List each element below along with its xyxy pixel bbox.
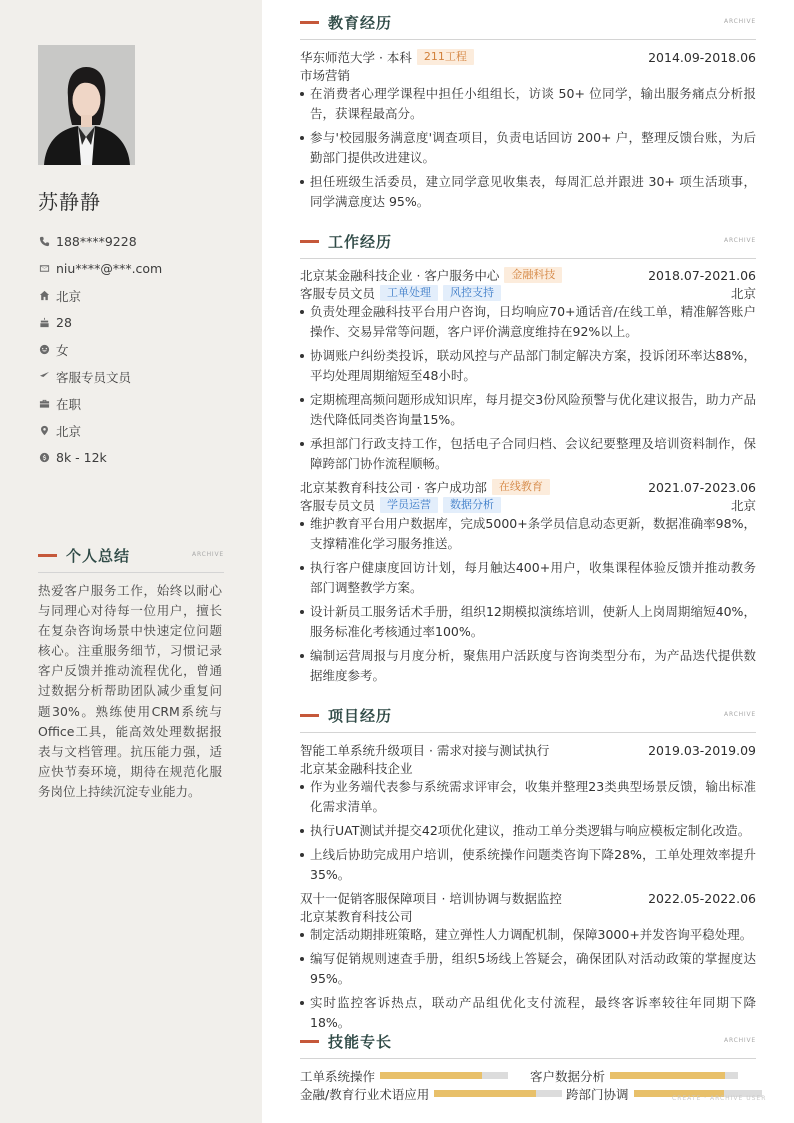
job-company: 北京某教育科技公司 · 客户成功部 xyxy=(300,480,487,495)
list-item: 在消费者心理学课程中担任小组组长，访谈 50+ 位同学，输出服务痛点分析报告，获课程最高分。 xyxy=(300,84,756,124)
section-tag: ARCHIVE xyxy=(724,18,756,25)
contact-salary xyxy=(38,444,238,471)
list-item: 设计新员工服务话术手册，组织12期模拟演练培训，使新人上岗周期缩短40%，服务标准化考核通过率100%。 xyxy=(300,602,756,642)
skill-item xyxy=(300,1086,562,1102)
skill-bar-track xyxy=(434,1090,562,1097)
job-company: 北京某金融科技企业 · 客户服务中心 xyxy=(300,268,500,283)
skill-name: 工单系统操作 xyxy=(300,1069,376,1084)
project-name: 智能工单系统升级项目 · 需求对接与测试执行 xyxy=(300,743,550,758)
work-section-header xyxy=(300,230,756,252)
project-header-row xyxy=(300,741,756,759)
skill-bar-fill xyxy=(610,1072,725,1079)
skills-section-header xyxy=(300,1030,756,1052)
project-period: 2022.05-2022.06 xyxy=(648,890,756,906)
summary-title: 个人总结 xyxy=(66,546,131,565)
project-org: 北京某教育科技公司 xyxy=(300,909,413,924)
job-industry-badge: 金融科技 xyxy=(504,267,562,283)
list-item: 协调账户纠纷类投诉，联动风控与产品部门制定解决方案，投诉闭环率达88%，平均处理周期缩短至48小时。 xyxy=(300,346,756,386)
education-header-row xyxy=(300,48,756,66)
section-tag: ARCHIVE xyxy=(724,711,756,718)
section-tag: ARCHIVE xyxy=(724,1037,756,1044)
section-tag: ARCHIVE xyxy=(192,551,224,558)
main-content xyxy=(262,0,794,1123)
contact-location-text: 北京 xyxy=(56,423,82,439)
contact-gender xyxy=(38,336,238,363)
cake-icon xyxy=(38,317,50,329)
summary-text: 热爱客户服务工作，始终以耐心与同理心对待每一位用户，擅长在复杂咨询场景中快速定位问题核心。注重服务细节，习惯记录客户反馈并推动流程优化，曾通过数据分析帮助团队减少重复问题30%。熟练使用CRM系统与Office工具，能高效处理数据报表与文档管理。抗压能力强，适应快节奏环境，期待在规范化服务岗位上持续沉淀专业能力。 xyxy=(38,583,222,799)
project-bullets xyxy=(300,777,756,889)
section-divider xyxy=(300,39,756,40)
sidebar xyxy=(0,0,262,1123)
contact-status-text: 在职 xyxy=(56,396,82,412)
gender-icon xyxy=(38,344,50,356)
section-accent-bar xyxy=(300,21,319,24)
contact-status xyxy=(38,390,238,417)
projects-title: 项目经历 xyxy=(328,706,393,725)
education-period: 2014.09-2018.06 xyxy=(648,49,756,65)
section-accent-bar xyxy=(38,554,57,557)
education-title: 教育经历 xyxy=(328,13,393,32)
list-item: 执行UAT测试并提交42项优化建议，推动工单分类逻辑与响应模板定制化改造。 xyxy=(300,821,756,841)
skill-bar-fill xyxy=(380,1072,482,1079)
send-icon xyxy=(38,371,50,383)
skill-item xyxy=(530,1068,740,1084)
job-industry-badge: 在线教育 xyxy=(492,479,550,495)
contact-phone-text: 188****9228 xyxy=(56,234,137,249)
section-accent-bar xyxy=(300,1040,319,1043)
job-period: 2021.07-2023.06 xyxy=(648,479,756,495)
education-major: 市场营销 xyxy=(300,68,351,83)
briefcase-icon xyxy=(38,398,50,410)
skill-name: 客户数据分析 xyxy=(530,1069,606,1084)
list-item: 编写促销规则速查手册，组织5场线上答疑会，确保团队对活动政策的掌握度达95%。 xyxy=(300,949,756,989)
project-header-row xyxy=(300,889,756,907)
list-item: 维护教育平台用户数据库，完成5000+条学员信息动态更新，数据准确率98%，支撑精准化学习服务推送。 xyxy=(300,514,756,554)
contact-phone xyxy=(38,228,238,255)
section-divider xyxy=(300,1058,756,1059)
contact-location xyxy=(38,417,238,444)
salary-icon xyxy=(38,452,50,464)
job-header-row xyxy=(300,266,756,284)
skill-name: 金融/教育行业术语应用 xyxy=(300,1087,430,1102)
location-pin-icon xyxy=(38,425,50,437)
list-item: 负责处理金融科技平台用户咨询，日均响应70+通话音/在线工单，精准解答账户操作、交易异常等问题，客户评价满意度维持在92%以上。 xyxy=(300,302,756,342)
phone-icon xyxy=(38,236,50,248)
contact-salary-text: 8k - 12k xyxy=(56,450,107,465)
job-header-row xyxy=(300,478,756,496)
job-role-row xyxy=(300,496,756,514)
contact-email-text: niu****@***.com xyxy=(56,261,163,276)
education-badge: 211工程 xyxy=(417,49,474,65)
contact-email xyxy=(38,255,238,282)
list-item: 参与'校园服务满意度'调查项目，负责电话回访 200+ 户，整理反馈台账，为后勤部门提供改进建议。 xyxy=(300,128,756,168)
project-period: 2019.03-2019.09 xyxy=(648,742,756,758)
section-divider xyxy=(38,572,224,573)
education-section-header xyxy=(300,11,756,33)
list-item: 实时监控客诉热点，联动产品组优化支付流程，最终客诉率较往年同期下降18%。 xyxy=(300,993,756,1033)
education-school: 华东师范大学 · 本科 xyxy=(300,50,412,65)
list-item: 制定活动期排班策略，建立弹性人力调配机制，保障3000+并发咨询平稳处理。 xyxy=(300,925,756,945)
education-major-row xyxy=(300,66,756,84)
contact-home-text: 北京 xyxy=(56,288,82,304)
section-accent-bar xyxy=(300,714,319,717)
contact-list xyxy=(38,228,238,471)
project-name: 双十一促销客服保障项目 · 培训协调与数据监控 xyxy=(300,891,562,906)
job-bullets xyxy=(300,302,756,478)
footer-watermark: CREATE · ARCHIVE USER xyxy=(672,1095,767,1102)
contact-home xyxy=(38,282,238,309)
summary-section-header xyxy=(38,544,224,566)
job-role: 客服专员文员 xyxy=(300,286,376,301)
candidate-name: 苏静静 xyxy=(38,190,101,214)
work-title: 工作经历 xyxy=(328,232,393,251)
list-item: 上线后协助完成用户培训，使系统操作问题类咨询下降28%，工单处理效率提升35%。 xyxy=(300,845,756,885)
job-tag: 数据分析 xyxy=(443,497,501,513)
section-divider xyxy=(300,732,756,733)
job-city: 北京 xyxy=(730,498,756,513)
contact-gender-text: 女 xyxy=(56,342,69,358)
projects-section-header xyxy=(300,704,756,726)
job-role: 客服专员文员 xyxy=(300,498,376,513)
section-tag: ARCHIVE xyxy=(724,237,756,244)
job-tag: 风控支持 xyxy=(443,285,501,301)
job-tag: 学员运营 xyxy=(380,497,438,513)
profile-photo xyxy=(38,45,135,165)
job-city: 北京 xyxy=(730,286,756,301)
job-bullets xyxy=(300,514,756,690)
skill-item xyxy=(300,1068,510,1084)
list-item: 担任班级生活委员，建立同学意见收集表，每周汇总并跟进 30+ 项生活琐事，同学满意度达 95%。 xyxy=(300,172,756,212)
project-org-row xyxy=(300,907,756,925)
list-item: 作为业务端代表参与系统需求评审会，收集并整理23类典型场景反馈，输出标准化需求清单。 xyxy=(300,777,756,817)
skill-bar-fill xyxy=(434,1090,536,1097)
skill-name: 跨部门协调 xyxy=(566,1087,629,1102)
skills-title: 技能专长 xyxy=(328,1032,393,1051)
mail-icon xyxy=(38,263,50,275)
project-org-row xyxy=(300,759,756,777)
contact-position xyxy=(38,363,238,390)
list-item: 承担部门行政支持工作，包括电子合同归档、会议纪要整理及培训资料制作，保障跨部门协作流程顺畅。 xyxy=(300,434,756,474)
list-item: 编制运营周报与月度分析，聚焦用户活跃度与咨询类型分布，为产品迭代提供数据维度参考。 xyxy=(300,646,756,686)
skill-bar-track xyxy=(610,1072,738,1079)
job-role-row xyxy=(300,284,756,302)
list-item: 执行客户健康度回访计划，每月触达400+用户，收集课程体验反馈并推动教务部门调整教学方案。 xyxy=(300,558,756,598)
section-accent-bar xyxy=(300,240,319,243)
home-icon xyxy=(38,290,50,302)
list-item: 定期梳理高频问题形成知识库，每月提交3份风险预警与优化建议报告，助力产品迭代降低同类咨询量15%。 xyxy=(300,390,756,430)
section-divider xyxy=(300,258,756,259)
contact-position-text: 客服专员文员 xyxy=(56,369,132,385)
job-tag: 工单处理 xyxy=(380,285,438,301)
job-period: 2018.07-2021.06 xyxy=(648,267,756,283)
contact-age-text: 28 xyxy=(56,315,72,330)
project-bullets xyxy=(300,925,756,1037)
contact-age xyxy=(38,309,238,336)
skill-bar-track xyxy=(380,1072,508,1079)
education-bullets xyxy=(300,84,756,216)
project-org: 北京某金融科技企业 xyxy=(300,761,413,776)
